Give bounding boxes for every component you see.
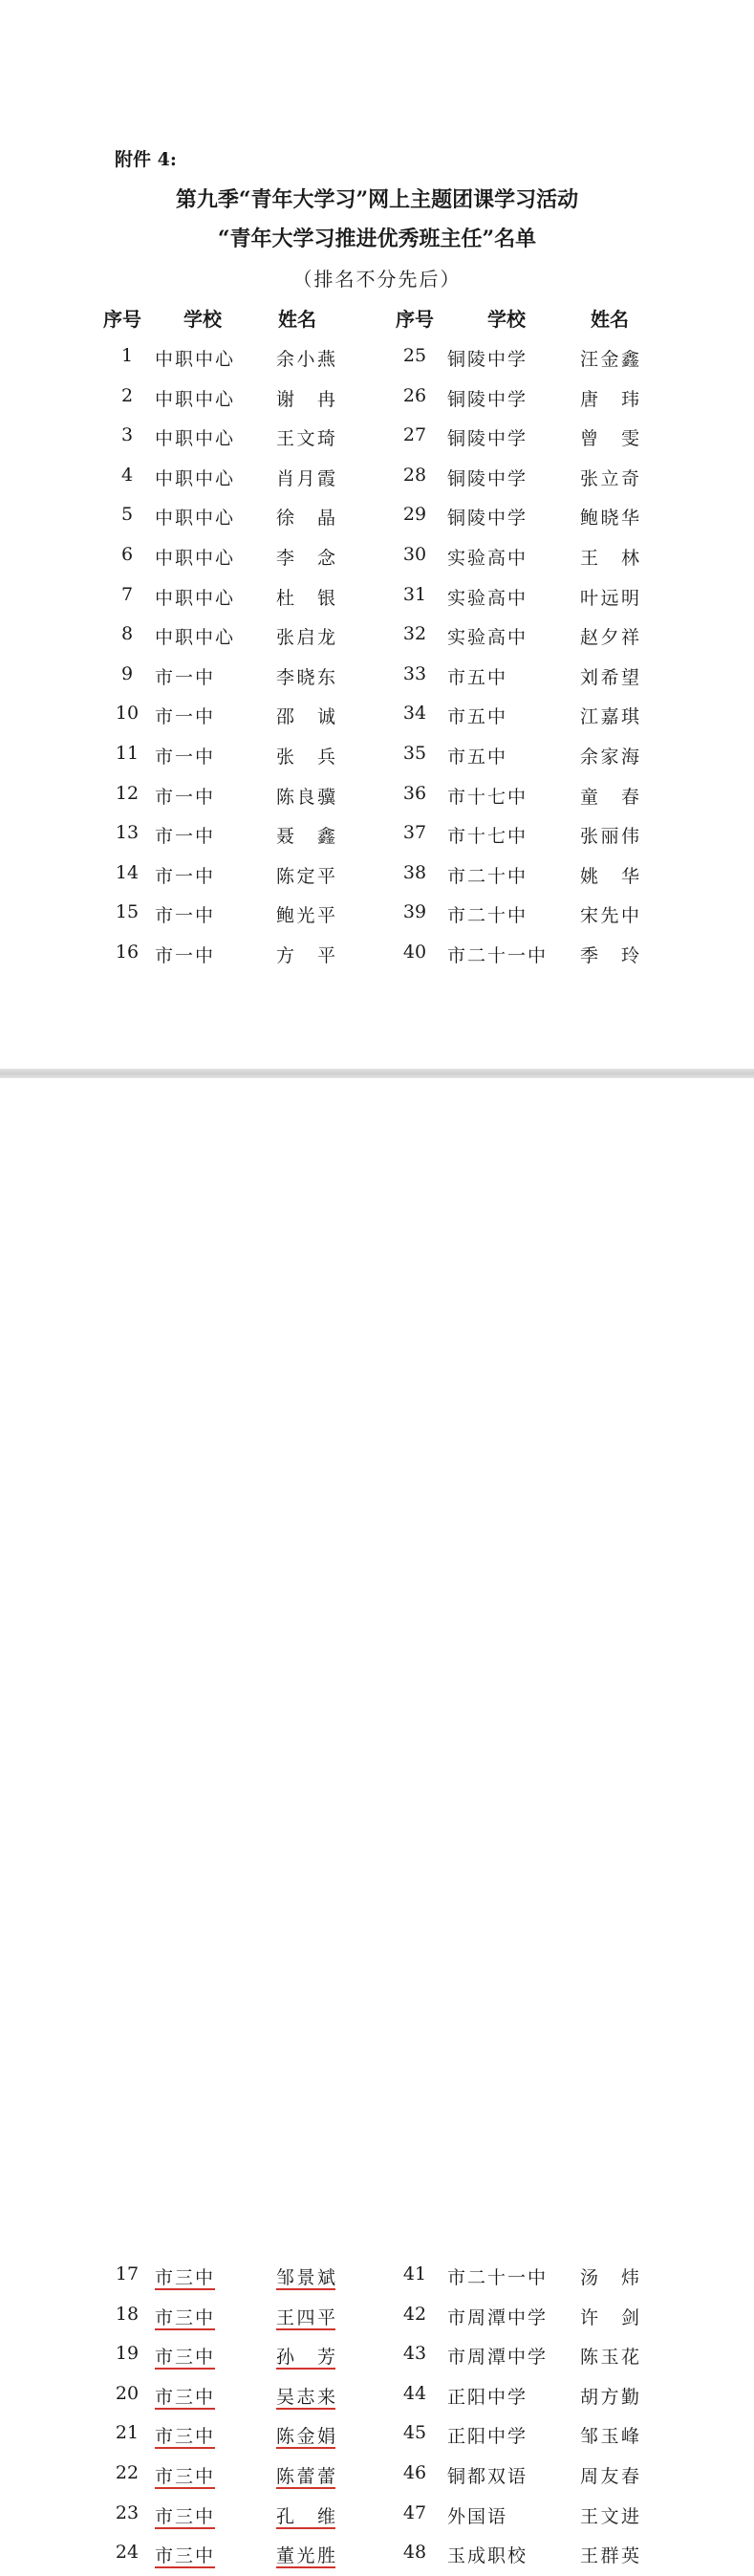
school-left: 中职中心 [155, 388, 236, 410]
row-number-right: 34 [402, 703, 427, 725]
row-number-left: 8 [120, 623, 134, 645]
school-right: 铜陵中学 [447, 349, 528, 370]
row-number-left: 4 [120, 464, 134, 486]
row-number-right: 42 [402, 2303, 427, 2325]
name-right: 王群英 [580, 2545, 639, 2567]
row-number-right: 43 [402, 2343, 427, 2365]
school-right: 市二十中 [447, 905, 528, 927]
school-left: 中职中心 [155, 547, 236, 569]
name-left: 张兵 [276, 746, 335, 768]
row-number-left: 16 [115, 941, 140, 963]
name-right: 余家海 [580, 746, 639, 768]
row-number-right: 45 [402, 2422, 427, 2444]
row-number-right: 41 [402, 2263, 427, 2284]
school-left: 市一中 [155, 826, 216, 848]
header-school-right: 学校 [487, 308, 526, 331]
row-number-right: 27 [402, 424, 427, 446]
row-number-right: 37 [402, 822, 427, 844]
school-right: 玉成职校 [447, 2545, 528, 2567]
name-right: 宋先中 [580, 905, 639, 927]
document-page-1 [0, 0, 754, 1069]
school-left: 市一中 [155, 706, 216, 728]
school-left: 中职中心 [155, 627, 236, 649]
header-no-right: 序号 [396, 308, 434, 331]
name-left: 谢冉 [276, 388, 335, 410]
name-left: 孔维 [276, 2505, 335, 2527]
school-right: 铜都双语 [447, 2465, 528, 2487]
school-left: 市三中 [155, 2267, 216, 2288]
name-left: 邹景斌 [276, 2267, 335, 2288]
name-left: 余小燕 [276, 349, 335, 370]
page-separator [0, 1069, 754, 1078]
school-right: 实验高中 [447, 587, 528, 609]
row-number-left: 20 [115, 2382, 140, 2404]
school-left: 市一中 [155, 944, 216, 966]
row-number-left: 14 [115, 861, 140, 883]
school-left: 市三中 [155, 2386, 216, 2408]
row-number-left: 10 [115, 703, 140, 725]
school-right: 铜陵中学 [447, 428, 528, 450]
school-right: 正阳中学 [447, 2386, 528, 2408]
name-right: 张丽伟 [580, 826, 639, 848]
school-right: 市十七中 [447, 826, 528, 848]
row-number-right: 26 [402, 384, 427, 406]
table-row [0, 737, 754, 777]
school-right: 市五中 [447, 666, 508, 688]
school-right: 市二十中 [447, 865, 528, 887]
table-row [0, 777, 754, 817]
table-row [0, 2536, 754, 2576]
name-left: 方平 [276, 944, 335, 966]
school-left: 中职中心 [155, 508, 236, 530]
school-right: 铜陵中学 [447, 467, 528, 489]
header-school-left: 学校 [183, 308, 222, 331]
name-right: 季玲 [580, 944, 639, 966]
row-number-right: 39 [402, 901, 427, 923]
table-row [0, 856, 754, 897]
table-row [0, 2457, 754, 2497]
table-row [0, 896, 754, 936]
row-number-right: 29 [402, 504, 427, 526]
table-row [0, 816, 754, 856]
school-right: 市周潭中学 [447, 2347, 549, 2369]
table-row [0, 339, 754, 379]
name-left: 王文琦 [276, 428, 335, 450]
name-right: 鲍晓华 [580, 508, 639, 530]
header-name-right: 姓名 [591, 308, 629, 331]
table-row [0, 2258, 754, 2298]
name-right: 王文进 [580, 2505, 639, 2527]
name-left: 陈金娟 [276, 2426, 335, 2448]
school-left: 市三中 [155, 2545, 216, 2567]
table-row [0, 2298, 754, 2338]
table-row [0, 578, 754, 618]
name-left: 邵诚 [276, 706, 335, 728]
row-number-left: 22 [115, 2461, 140, 2483]
name-right: 胡方勤 [580, 2386, 639, 2408]
name-left: 肖月霞 [276, 467, 335, 489]
school-right: 铜陵中学 [447, 388, 528, 410]
school-right: 市周潭中学 [447, 2306, 549, 2328]
table-row [0, 2416, 754, 2457]
row-number-left: 12 [115, 782, 140, 804]
school-left: 市一中 [155, 786, 216, 808]
name-left: 王四平 [276, 2306, 335, 2328]
row-number-right: 40 [402, 941, 427, 963]
table-row [0, 2497, 754, 2537]
table-row [0, 379, 754, 420]
table-row [0, 2337, 754, 2377]
name-right: 赵夕祥 [580, 627, 639, 649]
name-right: 周友春 [580, 2465, 639, 2487]
school-left: 市三中 [155, 2465, 216, 2487]
row-number-left: 15 [115, 901, 140, 923]
school-left: 市三中 [155, 2306, 216, 2328]
name-left: 徐晶 [276, 508, 335, 530]
row-number-left: 18 [115, 2303, 140, 2325]
row-number-right: 48 [402, 2542, 427, 2564]
school-right: 市五中 [447, 706, 508, 728]
row-number-left: 3 [120, 424, 134, 446]
name-left: 杜银 [276, 587, 335, 609]
name-right: 汤炜 [580, 2267, 639, 2288]
name-left: 董光胜 [276, 2545, 335, 2567]
school-right: 正阳中学 [447, 2426, 528, 2448]
name-left: 陈良骥 [276, 786, 335, 808]
name-left: 聂鑫 [276, 826, 335, 848]
name-right: 许剑 [580, 2306, 639, 2328]
table-row [0, 936, 754, 976]
school-right: 实验高中 [447, 547, 528, 569]
name-right: 汪金鑫 [580, 349, 639, 370]
row-number-right: 47 [402, 2501, 427, 2523]
table-row [0, 697, 754, 737]
row-number-right: 35 [402, 742, 427, 764]
school-left: 中职中心 [155, 349, 236, 370]
row-number-left: 13 [115, 822, 140, 844]
table-row [0, 498, 754, 538]
header-no-left: 序号 [103, 308, 141, 331]
table-row [0, 617, 754, 658]
row-number-left: 5 [120, 504, 134, 526]
name-right: 刘希望 [580, 666, 639, 688]
school-left: 市一中 [155, 865, 216, 887]
document-title-line1: 第九季“青年大学习”网上主题团课学习活动 [175, 187, 579, 212]
school-right: 实验高中 [447, 627, 528, 649]
name-right: 陈玉花 [580, 2347, 639, 2369]
name-right: 叶远明 [580, 587, 639, 609]
header-name-left: 姓名 [278, 308, 316, 331]
name-left: 鲍光平 [276, 905, 335, 927]
document-title-line2: “青年大学习推进优秀班主任”名单 [217, 227, 537, 251]
name-right: 张立奇 [580, 467, 639, 489]
row-number-right: 28 [402, 464, 427, 486]
school-left: 中职中心 [155, 428, 236, 450]
document-subtitle: （排名不分先后） [292, 268, 462, 291]
attachment-label: 附件 4: [115, 149, 177, 170]
name-left: 吴志来 [276, 2386, 335, 2408]
row-number-left: 19 [115, 2343, 140, 2365]
school-right: 外国语 [447, 2505, 508, 2527]
row-number-left: 11 [115, 742, 140, 764]
name-right: 姚华 [580, 865, 639, 887]
table-row [0, 459, 754, 499]
name-right: 童春 [580, 786, 639, 808]
school-left: 市一中 [155, 746, 216, 768]
row-number-right: 36 [402, 782, 427, 804]
name-right: 曾雯 [580, 428, 639, 450]
school-left: 市一中 [155, 905, 216, 927]
school-left: 市三中 [155, 2505, 216, 2527]
row-number-right: 46 [402, 2461, 427, 2483]
row-number-right: 25 [402, 345, 427, 366]
table-row [0, 658, 754, 698]
row-number-left: 6 [120, 543, 134, 565]
row-number-left: 23 [115, 2501, 140, 2523]
row-number-right: 44 [402, 2382, 427, 2404]
row-number-left: 21 [115, 2422, 140, 2444]
row-number-left: 9 [120, 662, 134, 684]
row-number-right: 33 [402, 662, 427, 684]
school-right: 市二十一中 [447, 2267, 549, 2288]
name-left: 陈定平 [276, 865, 335, 887]
name-list-page1 [0, 339, 754, 976]
school-right: 市二十一中 [447, 944, 549, 966]
row-number-left: 24 [115, 2542, 140, 2564]
school-left: 中职中心 [155, 467, 236, 489]
document-page-2 [0, 1078, 754, 2567]
row-number-right: 38 [402, 861, 427, 883]
name-left: 张启龙 [276, 627, 335, 649]
name-right: 江嘉琪 [580, 706, 639, 728]
name-right: 唐玮 [580, 388, 639, 410]
name-list-page2 [0, 2258, 754, 2576]
row-number-left: 1 [120, 345, 134, 366]
name-left: 孙芳 [276, 2347, 335, 2369]
school-left: 市三中 [155, 2347, 216, 2369]
name-left: 李念 [276, 547, 335, 569]
name-left: 陈蕾蕾 [276, 2465, 335, 2487]
row-number-right: 32 [402, 623, 427, 645]
school-right: 市五中 [447, 746, 508, 768]
name-right: 邹玉峰 [580, 2426, 639, 2448]
name-left: 李晓东 [276, 666, 335, 688]
row-number-right: 31 [402, 583, 427, 605]
school-left: 市三中 [155, 2426, 216, 2448]
school-left: 市一中 [155, 666, 216, 688]
table-row [0, 419, 754, 459]
table-row [0, 538, 754, 578]
row-number-left: 17 [115, 2263, 140, 2284]
row-number-left: 7 [120, 583, 134, 605]
school-right: 市十七中 [447, 786, 528, 808]
table-row [0, 2377, 754, 2417]
row-number-left: 2 [120, 384, 134, 406]
row-number-right: 30 [402, 543, 427, 565]
school-right: 铜陵中学 [447, 508, 528, 530]
school-left: 中职中心 [155, 587, 236, 609]
name-right: 王林 [580, 547, 639, 569]
